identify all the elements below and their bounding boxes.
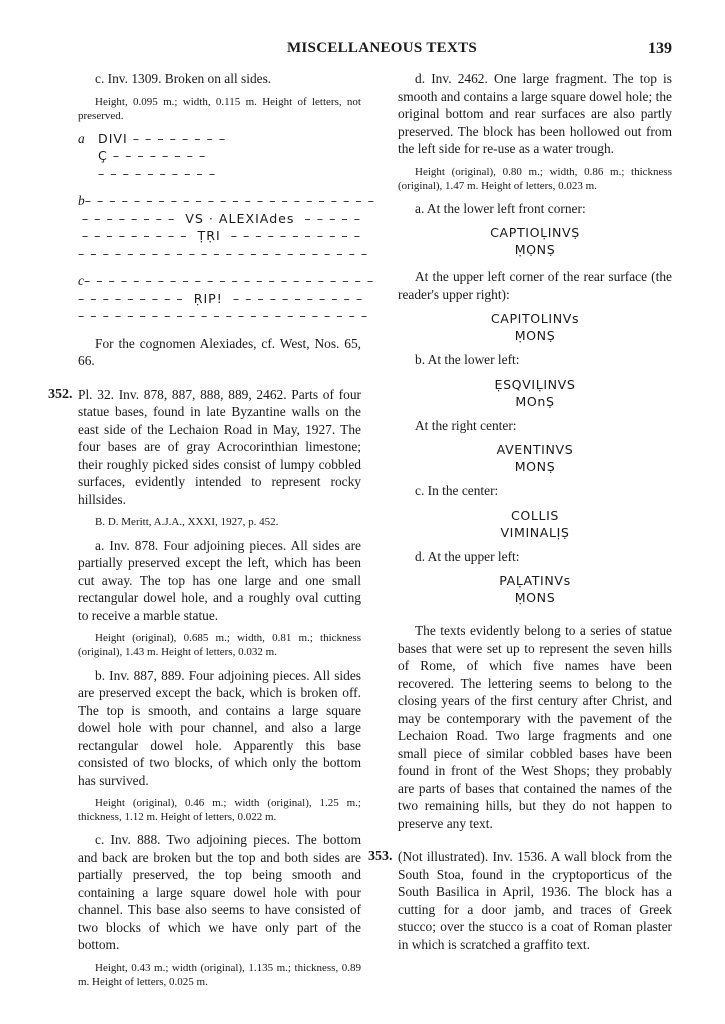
left-column: [48, 70, 375, 989]
inscription-line: PAḶATINVs: [499, 573, 571, 589]
entry-353-text: (Not illustrated). Inv. 1536. A wall block from the South Stoa, found in the cryptoporticus of the South Basilica in April, 1936. The block has a cutting for a door jamb, and traces of Greek stucco; over the stucco is a coat of Roman plaster in which is scratched a graffito text.: [398, 849, 672, 952]
inscription-palatinus: [398, 572, 672, 606]
running-title: MISCELLANEOUS TEXTS: [286, 40, 478, 56]
base-a-measurements: Height (original), 0.685 m.; width, 0.81 m.; thickness (original), 1.43 m. Height of letters, 0.032 m.: [78, 632, 361, 659]
label-b: b. At the lower left:: [415, 352, 520, 368]
entry-352-text: Pl. 32. Inv. 878, 887, 888, 889, 2462. Parts of four statue bases, found in late Byzantine walls on the east side of the Lechaion Road in May, 1927. The four bases are of gray Acrocorinthian limestone; their roughly picked sides consist of lumpy cobbled surfaces, evidently intended to represent rocky hillsides.: [78, 386, 361, 507]
inscription-c-line-1: – – – – – – – – – – – – – – – – – – – – – – – –: [83, 273, 375, 289]
inscription-c-letter: c: [78, 273, 84, 289]
label-rear: At the upper left corner of the rear surface (the reader's upper right):: [398, 269, 672, 302]
inscription-a: [78, 130, 361, 183]
page-header: [92, 40, 672, 64]
label-c: c. In the center:: [415, 483, 499, 499]
inscription-line: CAPITOLINVs: [490, 311, 580, 327]
label-a: a. At the lower left front corner:: [415, 200, 586, 216]
inscription-a-letter: a: [78, 130, 85, 146]
inscription-b-line-3: – – – – – – – – – ṬṚI – – – – – – – – – – –: [81, 228, 361, 244]
inscription-esquilinus: [398, 376, 672, 410]
base-b-description: b. Inv. 887, 889. Four adjoining pieces. All sides are preserved except the back, which is broken off. The top is smooth, and contains a large square dowel hole with pour channel, and also a large rectangular dowel hole. Apparently this base consisted of two blocks, of which only the bottom has survived.: [78, 667, 361, 788]
cognomen-note: For the cognomen Alexiades, cf. West, Nos. 65, 66.: [78, 335, 361, 369]
inscription-viminalis: [398, 507, 672, 541]
inscription-capitolinus-rear: [398, 310, 672, 344]
inscription-line: ẸSQVIḶINVS: [494, 376, 576, 392]
inscription-c-line-2: – – – – – – – – – ṚIP! – – – – – – – – – – –: [78, 290, 364, 306]
base-d-description: d. Inv. 2462. One large fragment. The top is smooth and contains a large square dowel hole; the original bottom and rear surfaces are also partly preserved. The block has been hollowed out from the left side for re-use as a water trough.: [398, 71, 672, 156]
base-c-description: c. Inv. 888. Two adjoining pieces. The bottom and back are broken but the top and both sides are partially preserved, the top being smooth and containing a large square dowel hole with pour channel. This base also seems to have consisted of two blocks of which we have only part of the bottom.: [78, 832, 361, 953]
inscription-b: [78, 192, 375, 262]
inscription-line: ṂỌNṢ: [514, 242, 556, 258]
inscription-line: ṂONS: [514, 590, 556, 606]
inscription-b-line-1: – – – – – – – – – – – – – – – – – – – – – – – –: [84, 193, 375, 209]
inscription-c-line-3: – – – – – – – – – – – – – – – – – – – – – – – –: [78, 308, 369, 324]
right-column: [368, 70, 672, 953]
inscription-capitolinus-front: [398, 224, 672, 258]
base-a-description: a. Inv. 878. Four adjoining pieces. All sides are partially preserved except the left, which has been cut away. The top has one large and one small rectangular dowel hole, and a roughly oval cutting to receive a marble statue.: [78, 537, 361, 623]
inscription-b-letter: b: [78, 193, 85, 209]
base-d-measurements: Height (original), 0.80 m.; width, 0.86 m.; thickness (original), 1.47 m. Height of letters, 0.023 m.: [398, 165, 672, 192]
label-d: d. At the upper left:: [415, 548, 520, 564]
label-right-center: At the right center:: [415, 417, 517, 433]
entry-352: [48, 386, 361, 509]
page-number: 139: [648, 40, 672, 57]
inscription-b-line-2: – – – – – – – – VS · ALEXIAdes – – – – –: [81, 210, 361, 226]
c-measurements: Height, 0.095 m.; width, 0.115 m. Height of letters, not preserved.: [78, 95, 361, 122]
inscription-line: VIMINALỊṢ: [500, 524, 570, 540]
conclusion-paragraph: The texts evidently belong to a series of statue bases that were set up to represent the seven hills of Rome, of which five names have been recovered. The lettering seems to belong to the closing years of the first century after Christ, and may be contemporary with the pavement of the Lechaion Road. Two large fragments and one small piece of similar cobbled bases have been found in front of the West Shops; they probably are parts of bases that contained the names of the two remaining hills, but they do not happen to preserve any text.: [398, 623, 672, 831]
base-b-measurements: Height (original), 0.46 m.; width (original), 1.25 m.; thickness, 1.12 m. Height of letters, 0.022 m.: [78, 797, 361, 824]
inscription-line: MOnṢ: [515, 393, 555, 409]
entry-352-number: 352.: [48, 386, 73, 402]
entry-353: [368, 848, 672, 953]
inscription-line: MONṢ: [514, 459, 556, 475]
inscription-a-line-3: – – – – – – – – – –: [98, 165, 216, 181]
inscription-a-line-1: DIVI – – – – – – – –: [98, 130, 227, 146]
inscription-aventinus: [398, 441, 672, 475]
base-c-measurements: Height, 0.43 m.; width (original), 1.135 m.; thickness, 0.89 m. Height of letters, 0.025 m.: [78, 961, 361, 989]
inscription-line: AVENTINVS: [496, 442, 574, 458]
c-intro: c. Inv. 1309. Broken on all sides.: [95, 71, 272, 86]
entry-353-number: 353.: [368, 849, 393, 865]
inscription-line: COLLIS: [510, 507, 560, 523]
inscription-b-line-4: – – – – – – – – – – – – – – – – – – – – – – – –: [78, 245, 369, 261]
inscription-line: ṂONṢ: [514, 328, 556, 344]
inscription-a-line-2: Ç – – – – – – – –: [98, 148, 207, 164]
inscription-c: [78, 272, 375, 325]
inscription-line: CAPTIOḶINVṢ: [490, 225, 580, 241]
entry-352-reference: B. D. Meritt, A.J.A., XXXI, 1927, p. 452.: [95, 516, 279, 529]
